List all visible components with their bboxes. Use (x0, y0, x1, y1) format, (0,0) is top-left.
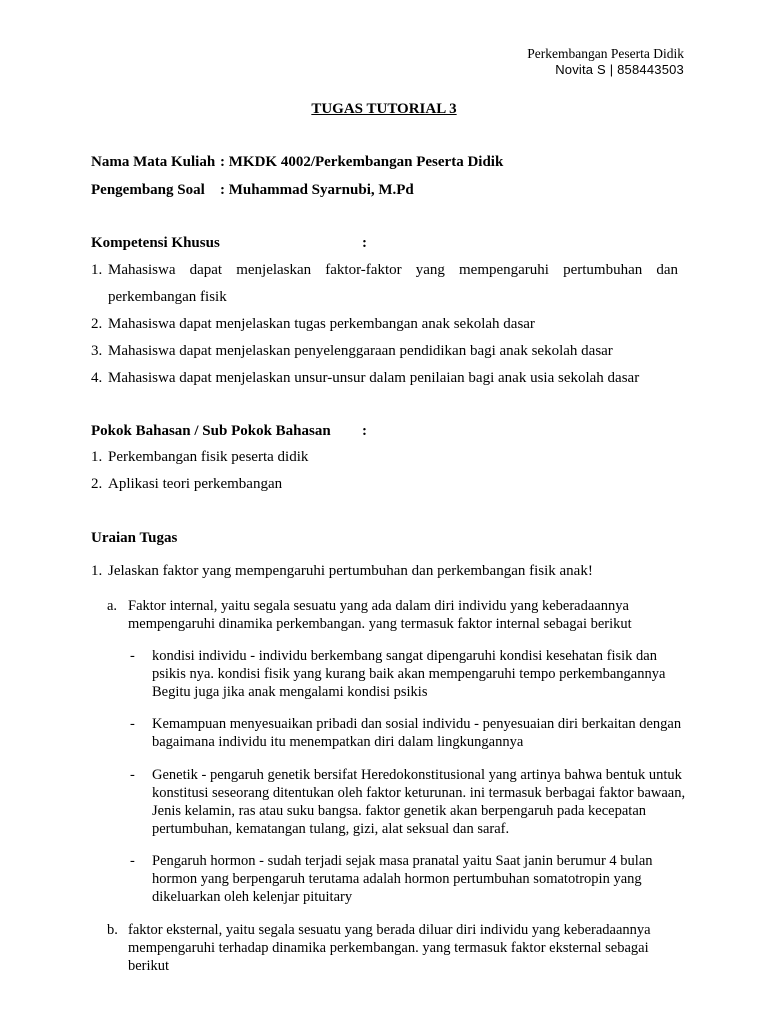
bullet-dash: - (130, 853, 135, 869)
pokok-heading (91, 423, 367, 440)
kompetensi-list (91, 257, 678, 392)
item-b-text: faktor eksternal, yaitu segala sesuatu yang berada diluar diri individu yang keberadaannya mempengaruhi terhadap dinamika perkembangan. yang termasuk faktor eksternal sebagai berikut (128, 922, 651, 974)
document-title: TUGAS TUTORIAL 3 (311, 101, 457, 117)
item-number: 4. (91, 370, 103, 386)
author-value: : Muhammad Syarnubi, M.Pd (220, 182, 414, 198)
course-value: : MKDK 4002/Perkembangan Peserta Didik (220, 154, 504, 170)
list-item (91, 444, 678, 471)
item-text: Perkembangan fisik peserta didik (108, 449, 309, 465)
pokok-heading-text: Pokok Bahasan / Sub Pokok Bahasan (91, 423, 331, 439)
uraian-heading: Uraian Tugas (91, 530, 178, 546)
page-header (527, 46, 684, 78)
item-text: Mahasiswa dapat menjelaskan tugas perkembangan anak sekolah dasar (108, 316, 535, 332)
bullet-text: Pengaruh hormon - sudah terjadi sejak masa pranatal yaitu Saat janin berumur 4 bulan hormon yang berpengaruh terutama adalah hormon pertumbuhan somatotropin yang dikeluarkan oleh kelenjar pituitary (152, 853, 653, 905)
header-course: Perkembangan Peserta Didik (527, 46, 684, 61)
item-text-line2: perkembangan fisik (108, 289, 227, 305)
question-text: Jelaskan faktor yang mempengaruhi pertumbuhan dan perkembangan fisik anak! (108, 563, 593, 579)
kompetensi-heading (91, 235, 367, 252)
author-label: Pengembang Soal (91, 182, 205, 198)
list-item (91, 311, 678, 338)
question-row (91, 563, 593, 580)
question-number: 1. (91, 563, 103, 579)
kompetensi-colon: : (362, 235, 367, 251)
bullet-text: Genetik - pengaruh genetik bersifat Heredokonstitusional yang artinya bahwa bentuk untuk konstitusi seseorang ditentukan oleh faktor keturunan. ini termasuk berbagai faktor bawaan, Jenis kelamin, ras atau suku bangsa. faktor genetik akan berpengaruh pada kecepatan pertumbuhan, kematangan tulang, gizi, alat seksual dan saraf. (152, 767, 686, 837)
list-item (91, 471, 678, 498)
list-item (91, 365, 678, 392)
item-a-text: Faktor internal, yaitu segala sesuatu yang ada dalam diri individu yang keberadaannya mempengaruhi dinamika perkembangan. yang termasuk faktor internal sebagai berikut (128, 598, 632, 632)
item-number: 3. (91, 343, 103, 359)
item-number: 1. (91, 449, 103, 465)
item-a-marker: a. (107, 598, 118, 614)
item-text-line1: Mahasiswa dapat menjelaskan faktor-faktor yang mempengaruhi pertumbuhan dan (108, 262, 678, 278)
bullet-text: kondisi individu - individu berkembang sangat dipengaruhi kondisi kesehatan fisik dan psikis nya. kondisi fisik yang kurang baik akan mempengaruhi tempo perkembangannya Begitu juga jika anak mengalami kondisi psikis (152, 648, 666, 700)
item-b-marker: b. (107, 922, 118, 938)
pokok-colon: : (362, 423, 367, 439)
item-text: Mahasiswa dapat menjelaskan unsur-unsur dalam penilaian bagi anak usia sekolah dasar (108, 370, 640, 386)
bullet-text: Kemampuan menyesuaikan pribadi dan sosial individu - penyesuaian diri berkaitan dengan bagaimana individu itu menempatkan diri dalam lingkungannya (152, 716, 682, 750)
list-item (91, 338, 678, 365)
item-number: 2. (91, 316, 103, 332)
pokok-list (91, 444, 678, 498)
course-label: Nama Mata Kuliah (91, 154, 216, 170)
course-row (91, 154, 504, 171)
item-text: Aplikasi teori perkembangan (108, 476, 283, 492)
header-student: Novita S | 858443503 (555, 62, 684, 77)
item-text: Mahasiswa dapat menjelaskan penyelenggaraan pendidikan bagi anak sekolah dasar (108, 343, 613, 359)
bullet-dash: - (130, 716, 135, 732)
kompetensi-heading-text: Kompetensi Khusus (91, 235, 220, 251)
bullet-dash: - (130, 648, 135, 664)
author-row (91, 182, 414, 199)
bullet-dash: - (130, 767, 135, 783)
item-number: 1. (91, 262, 103, 278)
item-number: 2. (91, 476, 103, 492)
list-item (91, 257, 678, 311)
